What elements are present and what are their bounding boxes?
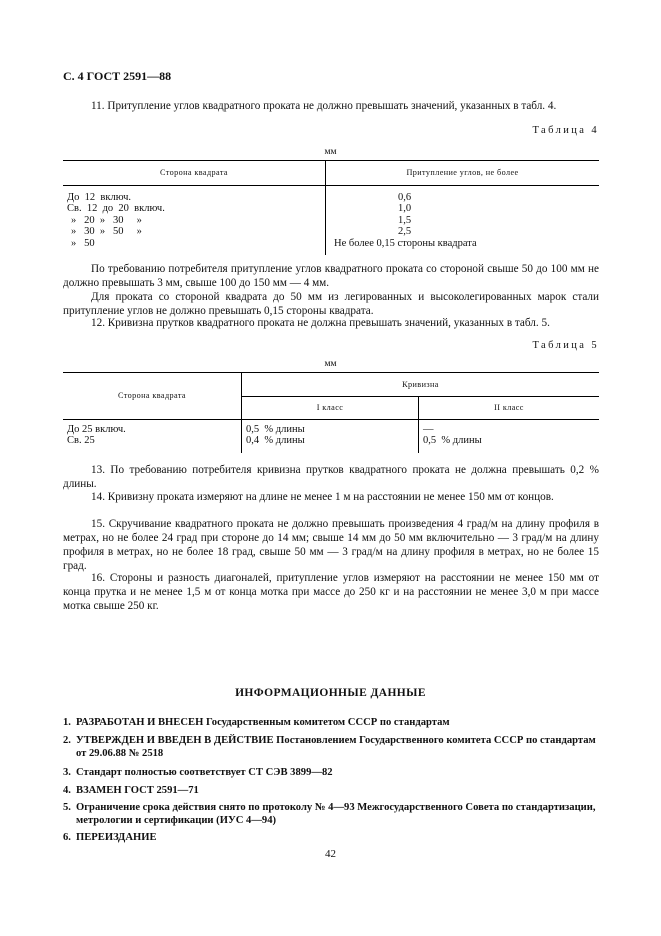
page-number: 42 [325,848,336,860]
info-item-number: 4. [63,785,71,796]
table-5-header-group: Кривизна [242,373,600,397]
table-5-class-2-cell: — [423,423,434,435]
paragraph-11-note-a: По требованию потребителя притупление углов квадратного проката со стороной свыше 50 до 100 мм не должно превышать 3 мм, свыше 100 до 150 мм — 4 мм. [63,263,599,289]
table-4-caption: Таблица 4 [532,125,599,136]
info-item-number: 1. [63,717,71,728]
paragraph-13: 13. По требованию потребителя кривизна прутков квадратного проката не должна превышать 0,2 % длины. [63,464,599,490]
info-item-text: Ограничение срока действия снято по протоколу № 4—93 Межгосударственного Совета по стандартизации, метрологии и сертификации (ИУС 4—94) [76,802,596,826]
table-5-class-1-cell: 0,5 % длины [242,424,419,436]
info-item-2 [63,734,603,760]
table-4-value-cell: 2,5 [398,226,412,237]
info-item-number: 3. [63,767,71,778]
info-item-text: Стандарт полностью соответствует СТ СЭВ 3899—82 [76,767,333,778]
info-item-4 [63,784,603,797]
table-5-header-class-2: II класс [494,403,524,413]
info-item-number: 5. [63,802,71,813]
info-item-3 [63,766,603,779]
table-5-unit: мм [324,359,337,369]
table-5-header-side: Сторона квадрата [63,373,242,420]
table-5-side-cell: Св. 25 [63,435,242,447]
table-5-class-2-cell: 0,5 % длины [423,435,482,446]
table-4-side-cell: » 30 » 50 » [63,226,326,238]
table-4-value-cell: Не более 0,15 стороны квадрата [334,237,477,249]
table-row [63,226,599,238]
paragraph-12: 12. Кривизна прутков квадратного проката не должна превышать значений, указанных в табл. 5. [91,317,550,329]
page-header: С. 4 ГОСТ 2591—88 [63,69,172,83]
table-4-header-value: Притупление углов, не более [406,168,519,178]
info-item-number: 2. [63,735,71,746]
table-5 [63,372,599,453]
info-item-1 [63,716,603,729]
table-4-side-cell: » 20 » 30 » [63,215,326,227]
table-row [63,203,599,215]
table-row [63,435,599,447]
table-4-unit: мм [324,147,337,157]
table-4-value-cell: 1,5 [398,214,412,226]
paragraph-16: 16. Стороны и разность диагоналей, притупление углов измеряют на расстоянии не менее 150 мм от конца прутка и не менее 1,5 м от конца мотка при массе до 250 кг и на расстоянии не менее 3,0 м при массе мотка свыше 250 кг. [63,572,599,612]
paragraph-11: 11. Притупление углов квадратного проката не должно превышать значений, указанных в табл. 4. [91,100,557,112]
table-4-value-cell: 0,6 [398,191,412,203]
table-5-side-cell: До 25 включ. [63,424,242,436]
table-row [63,215,599,227]
table-5-caption: Таблица 5 [532,340,599,351]
table-row [63,424,599,436]
table-4-side-cell: Св. 12 до 20 включ. [63,203,326,215]
table-4 [63,160,599,255]
info-item-text: УТВЕРЖДЕН И ВВЕДЕН В ДЕЙСТВИЕ Постановлением Государственного комитета СССР по стандартам от 29.06.88 № 2518 [76,735,596,759]
paragraph-14: 14. Кривизну проката измеряют на длине не менее 1 м на расстоянии не менее 150 мм от концов. [91,491,554,503]
info-item-6 [63,831,603,844]
info-item-text: ВЗАМЕН ГОСТ 2591—71 [76,785,199,796]
info-item-number: 6. [63,832,71,843]
info-item-text: РАЗРАБОТАН И ВНЕСЕН Государственным комитетом СССР по стандартам [76,717,450,728]
table-4-side-cell: До 12 включ. [63,192,326,204]
table-row [63,192,599,204]
table-5-header-class-1: I класс [242,397,419,420]
info-title: ИНФОРМАЦИОННЫЕ ДАННЫЕ [235,687,426,699]
table-4-side-cell: » 50 [63,238,326,250]
table-row [63,238,599,250]
table-4-value-cell: 1,0 [398,203,412,214]
info-item-5 [63,801,603,827]
paragraph-11-note-b: Для проката со стороной квадрата до 50 мм из легированных и высоколегированных марок стали притупление углов не должно превышать 0,15 стороны квадрата. [63,291,599,317]
table-5-class-1-cell: 0,4 % длины [242,435,419,447]
info-item-text: ПЕРЕИЗДАНИЕ [76,832,157,843]
table-4-header-side: Сторона квадрата [63,161,326,186]
paragraph-15: 15. Скручивание квадратного проката не должно превышать произведения 4 град/м на длину профиля в метрах, но не более 24 град при стороне до 14 мм; свыше 14 мм до 50 мм включительно — 3 град/м на длину профиля в метрах, но не более 18 град, свыше 50 мм — 3 град/м на длину профиля в метрах, но не более 15 град. [63,518,599,572]
